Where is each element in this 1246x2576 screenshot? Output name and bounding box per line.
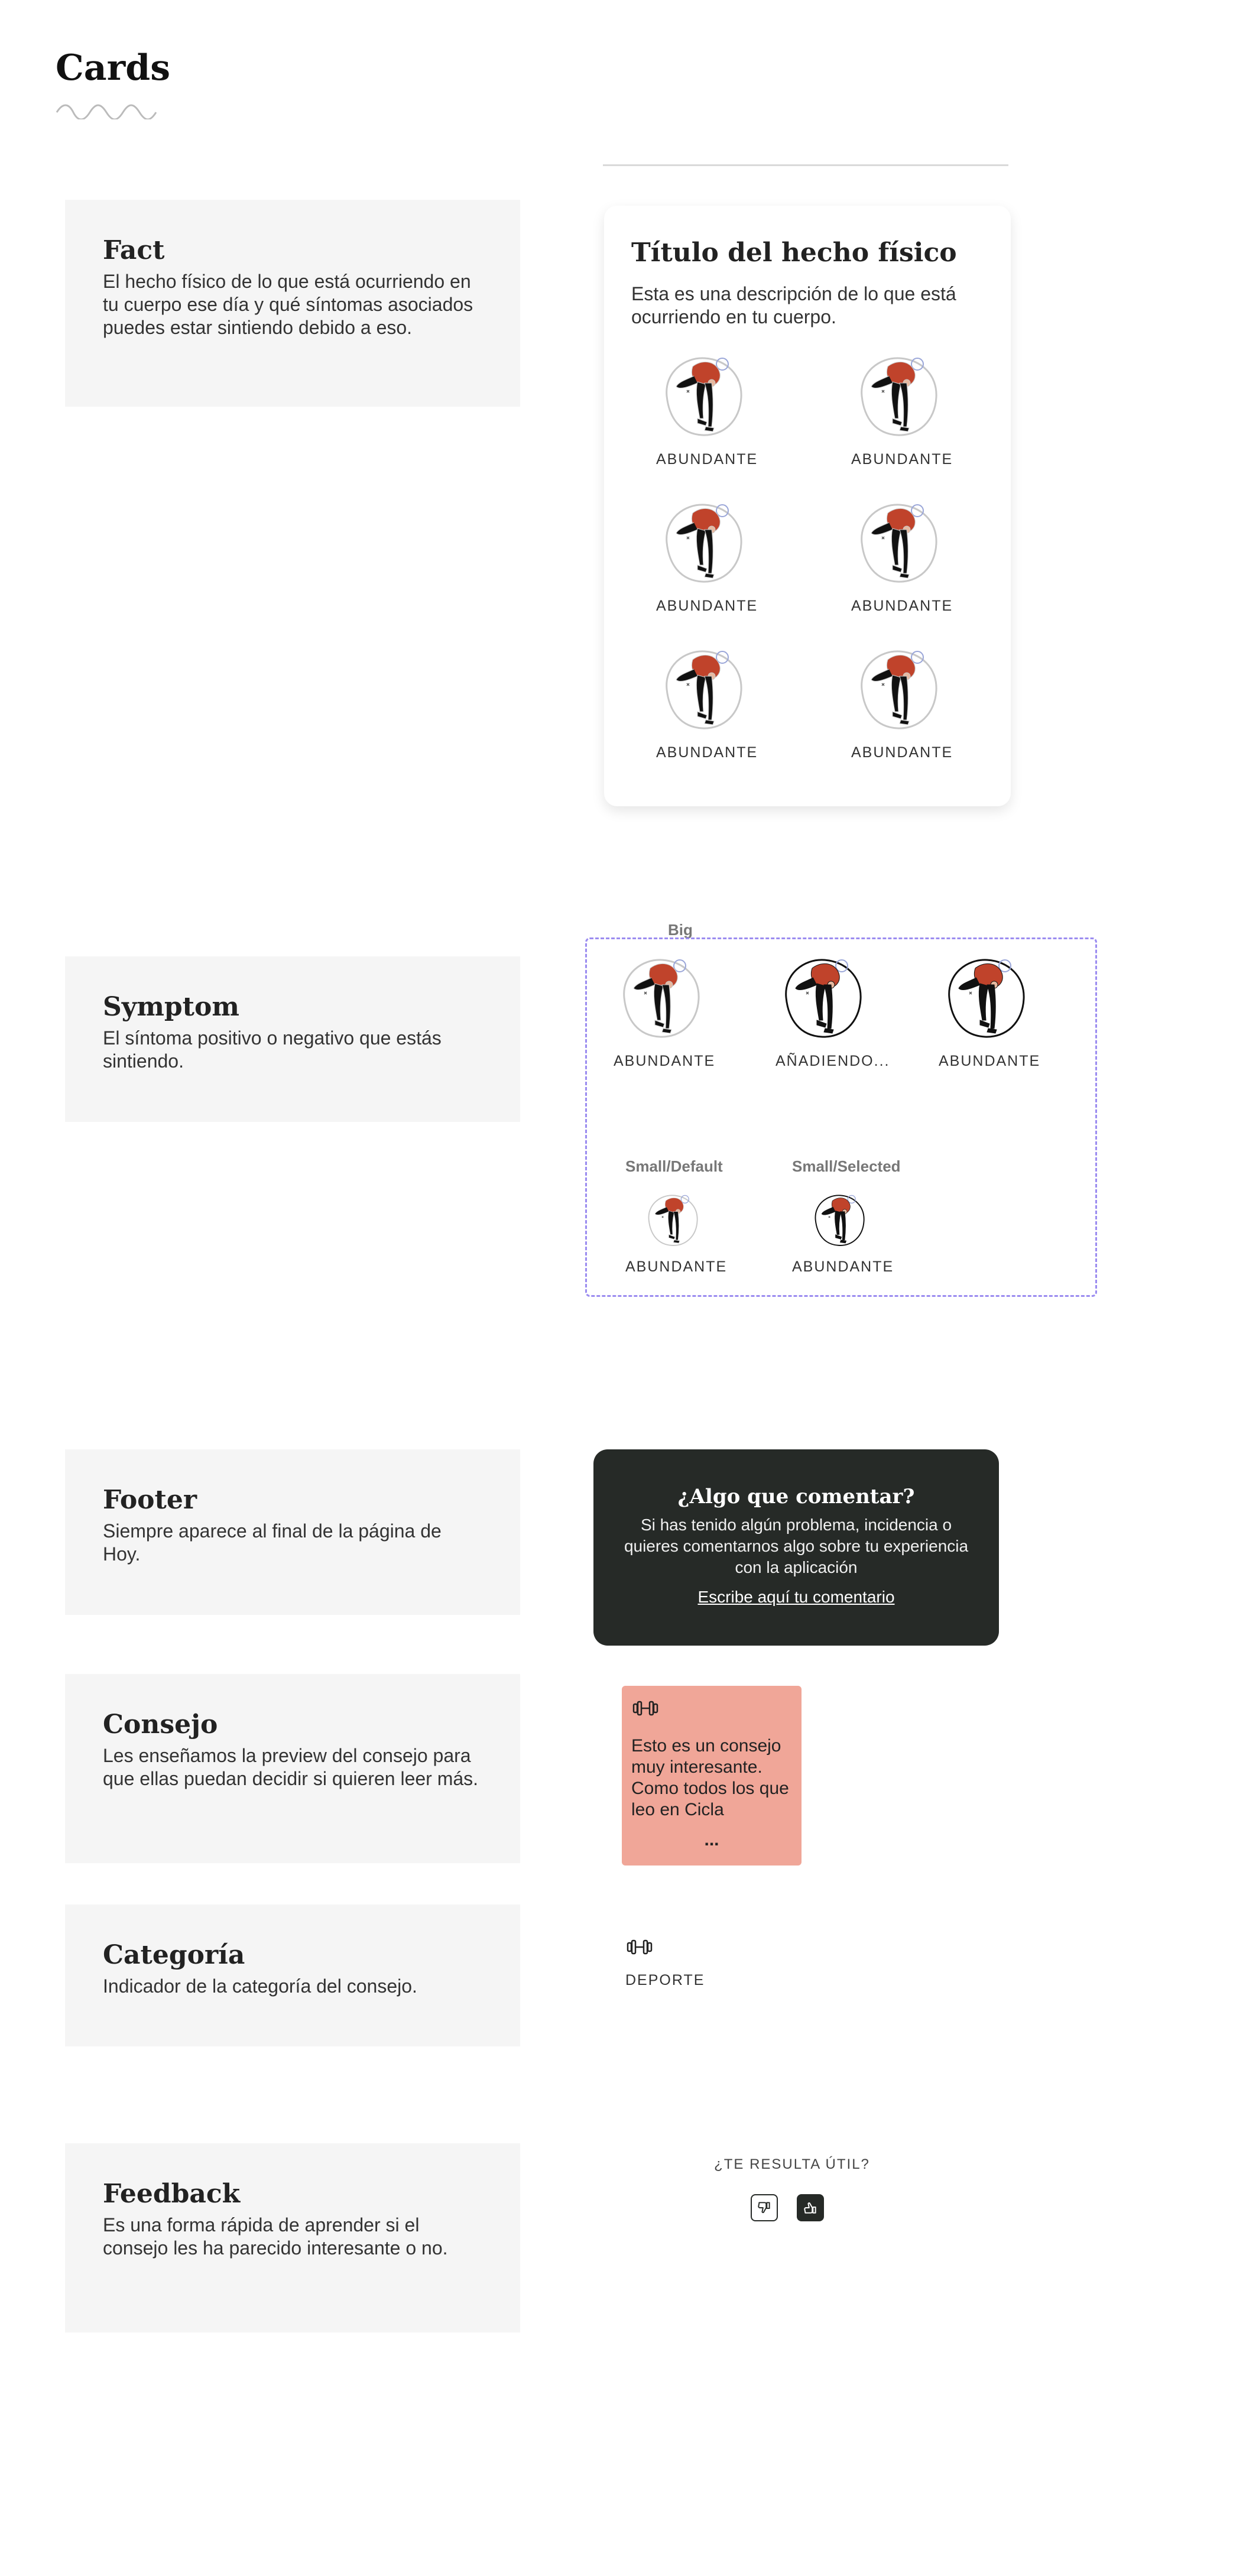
symptom-label: ABUNDANTE: [656, 451, 758, 468]
symptom-label: ABUNDANTE: [614, 1053, 716, 1069]
symptom-label: ABUNDANTE: [851, 744, 953, 761]
figure-icon: [939, 950, 1033, 1045]
categoria-description: Indicador de la categoría del consejo.: [103, 1975, 417, 1997]
footer-description-card: [65, 1449, 520, 1615]
frame-label-small-default: Small/Default: [625, 1157, 723, 1175]
thumbs-down-button[interactable]: [751, 2194, 778, 2221]
consejo-description: Les enseñamos la preview del consejo para que ellas puedan decidir si quieren leer más.: [103, 1745, 479, 1789]
fact-description-card: [65, 200, 520, 407]
figure-icon: [642, 1189, 703, 1251]
symptom-label: ABUNDANTE: [656, 744, 758, 761]
figure-icon: [775, 950, 870, 1045]
fact-description: El hecho físico de lo que está ocurriendo en tu cuerpo ese día y qué síntomas asociados puedes estar sintiendo debido a eso.: [103, 271, 473, 338]
figure-icon: [614, 950, 708, 1045]
symptom-label: ABUNDANTE: [625, 1258, 728, 1275]
fact-card-title: Título del hecho físico: [631, 238, 957, 268]
fact-card-description: Esta es una descripción de lo que está ocurriendo en tu cuerpo.: [631, 283, 956, 327]
symptom-big-selected[interactable]: [939, 950, 1041, 1070]
categoria-heading: Categoría: [103, 1940, 245, 1970]
feedback-description-card: [65, 2143, 520, 2332]
symptom-label: ABUNDANTE: [851, 451, 953, 468]
feedback-description: Es una forma rápida de aprender si el consejo les ha parecido interesante o no.: [103, 2214, 448, 2259]
symptom-item[interactable]: [656, 642, 758, 761]
figure-icon: [851, 642, 946, 737]
thumbs-up-icon: [803, 2200, 818, 2215]
symptom-label: ABUNDANTE: [792, 1258, 894, 1275]
frame-label-big: Big: [668, 921, 693, 939]
footer-description: Siempre aparece al final de la página de Hoy.: [103, 1520, 442, 1565]
advice-text: Esto es un consejo muy interesante. Como todos los que leo en Cicla: [631, 1736, 789, 1819]
symptom-description: El síntoma positivo o negativo que estás sintiendo.: [103, 1027, 442, 1072]
footer-card-text: Si has tenido algún problema, incidencia o quieres comentarnos algo sobre tu experiencia con la aplicación: [624, 1516, 969, 1576]
symptom-big-default[interactable]: [614, 950, 716, 1070]
symptom-label: ABUNDANTE: [851, 598, 953, 614]
symptom-item[interactable]: [851, 642, 953, 761]
consejo-description-card: [65, 1674, 520, 1863]
symptom-item[interactable]: [851, 349, 953, 468]
figure-icon: [809, 1189, 870, 1251]
footer-heading: Footer: [103, 1485, 197, 1515]
page-title: Cards: [56, 47, 170, 89]
dumbbell-icon: [625, 1938, 654, 1957]
category-label: DEPORTE: [625, 1972, 705, 1988]
symptom-label: AÑADIENDO...: [775, 1053, 890, 1069]
thumbs-up-button[interactable]: [797, 2194, 824, 2221]
footer-card-title: ¿Algo que comentar?: [677, 1485, 915, 1508]
figure-icon: [656, 349, 751, 443]
frame-label-small-selected: Small/Selected: [792, 1157, 901, 1175]
symptom-big-loading[interactable]: [775, 950, 890, 1070]
figure-icon: [851, 349, 946, 443]
symptom-label: ABUNDANTE: [939, 1053, 1041, 1069]
squiggle-decoration: [56, 102, 157, 119]
figure-icon: [656, 642, 751, 737]
comment-link[interactable]: Escribe aquí tu comentario: [697, 1588, 895, 1606]
feedback-question: ¿TE RESULTA ÚTIL?: [714, 2156, 870, 2172]
figure-icon: [656, 495, 751, 590]
divider: [603, 164, 1008, 166]
advice-more[interactable]: ...: [704, 1830, 719, 1850]
figure-icon: [851, 495, 946, 590]
categoria-description-card: [65, 1905, 520, 2046]
feedback-heading: Feedback: [103, 2179, 241, 2209]
symptom-item[interactable]: [656, 349, 758, 468]
thumbs-down-icon: [757, 2200, 772, 2215]
dumbbell-icon: [631, 1699, 660, 1718]
fact-heading: Fact: [103, 235, 165, 265]
symptom-small-selected[interactable]: [792, 1189, 894, 1276]
symptom-small-default[interactable]: [625, 1189, 728, 1276]
consejo-heading: Consejo: [103, 1709, 218, 1740]
symptom-item[interactable]: [851, 495, 953, 615]
symptom-label: ABUNDANTE: [656, 598, 758, 614]
symptom-description-card: [65, 956, 520, 1122]
symptom-heading: Symptom: [103, 992, 239, 1022]
symptom-item[interactable]: [656, 495, 758, 615]
